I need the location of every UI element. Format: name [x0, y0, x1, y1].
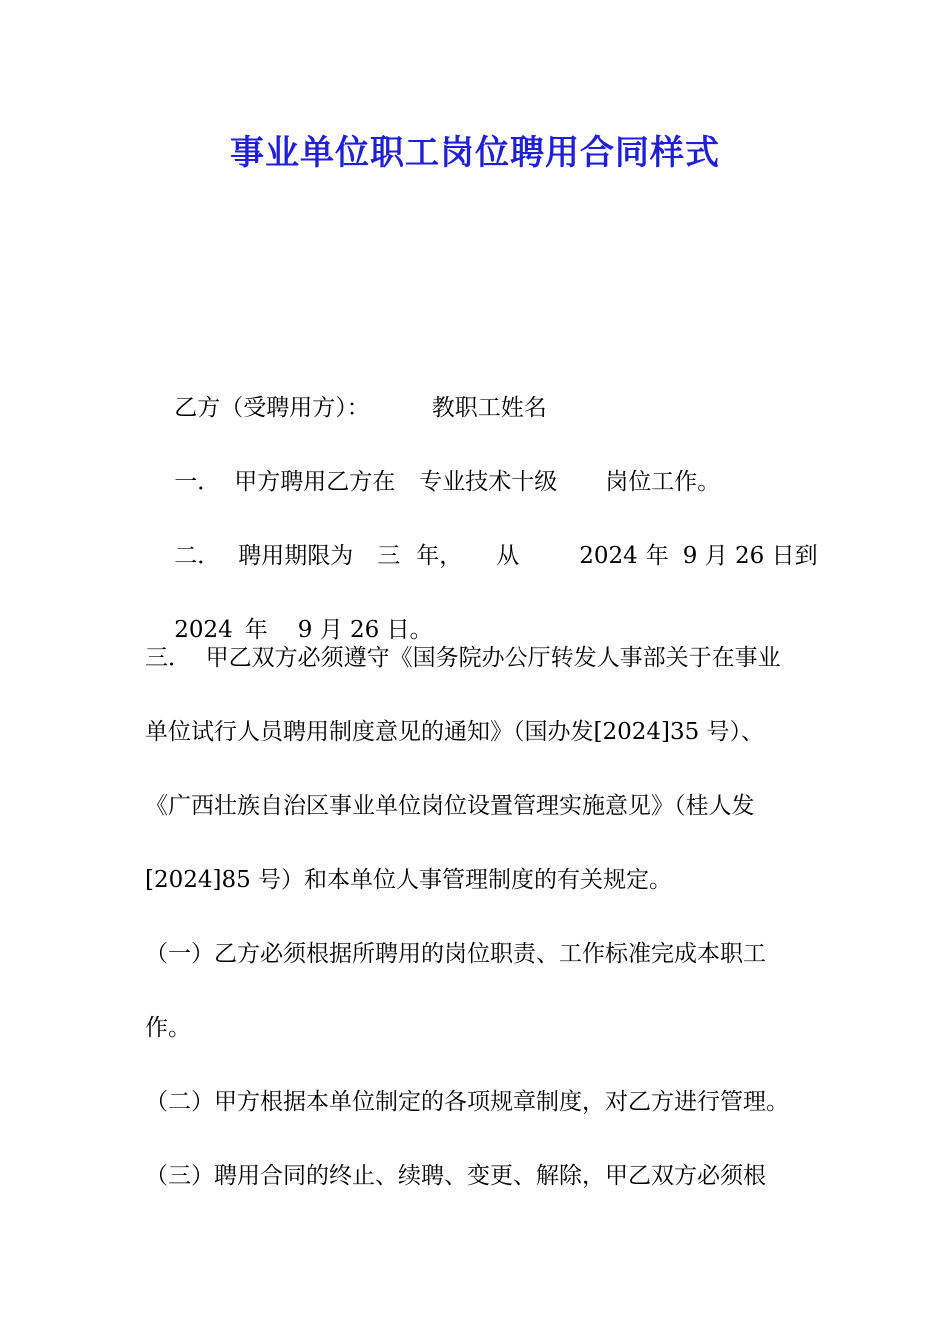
clause-2-number: 二．	[174, 543, 221, 569]
clause-3-line-3: 《广西壮族自治区事业单位岗位设置管理实施意见》（桂人发	[145, 793, 755, 819]
clause-2-prefix: 聘用期限为	[238, 543, 354, 569]
clause-1-suffix: 岗位工作。	[605, 469, 721, 495]
sub-item-3-line: （三）聘用合同的终止、续聘、变更、解除，甲乙双方必须根	[145, 1163, 766, 1189]
clause-2-year-unit: 年，	[416, 543, 463, 569]
clause-3-line-1: 三． 甲乙双方必须遵守《国务院办公厅转发人事部关于在事业	[145, 645, 781, 671]
clause-2-start-year-unit: 年	[645, 543, 669, 569]
clause-2-start-year: 2024	[579, 543, 638, 569]
party-b-name: 教职工姓名	[431, 395, 547, 421]
page-title: 事业单位职工岗位聘用合同样式	[230, 133, 720, 173]
clause-1-prefix: 甲方聘用乙方在	[234, 469, 396, 495]
clause-2-line-2	[145, 558, 810, 643]
clause-2-years: 三	[377, 543, 401, 569]
clause-2-end-year-unit: 年	[244, 617, 268, 643]
party-b-label: 乙方（受聘用方）：	[174, 395, 370, 421]
clause-1-number: 一．	[174, 469, 221, 495]
clause-2-line-1	[145, 484, 818, 569]
clause-2-from: 从	[496, 543, 520, 569]
clause-1-line	[145, 410, 810, 495]
party-b-line	[145, 336, 810, 421]
clause-3-line-2: 单位试行人员聘用制度意见的通知》（国办发[2024]35 号）、	[145, 719, 765, 745]
clause-2-start-md: 9 月 26 日到	[682, 543, 818, 569]
sub-item-1-line-1: （一）乙方必须根据所聘用的岗位职责、工作标准完成本职工	[145, 941, 766, 967]
clause-3-line-4: [2024]85 号）和本单位人事管理制度的有关规定。	[145, 867, 673, 893]
clause-1-position: 专业技术十级	[419, 469, 558, 495]
sub-item-2-line: （二）甲方根据本单位制定的各项规章制度，对乙方进行管理。	[145, 1089, 789, 1115]
sub-item-1-line-2: 作。	[145, 1015, 191, 1041]
clause-2-end-year: 2024	[174, 617, 233, 643]
clause-2-end-md: 9 月 26 日。	[297, 617, 433, 643]
